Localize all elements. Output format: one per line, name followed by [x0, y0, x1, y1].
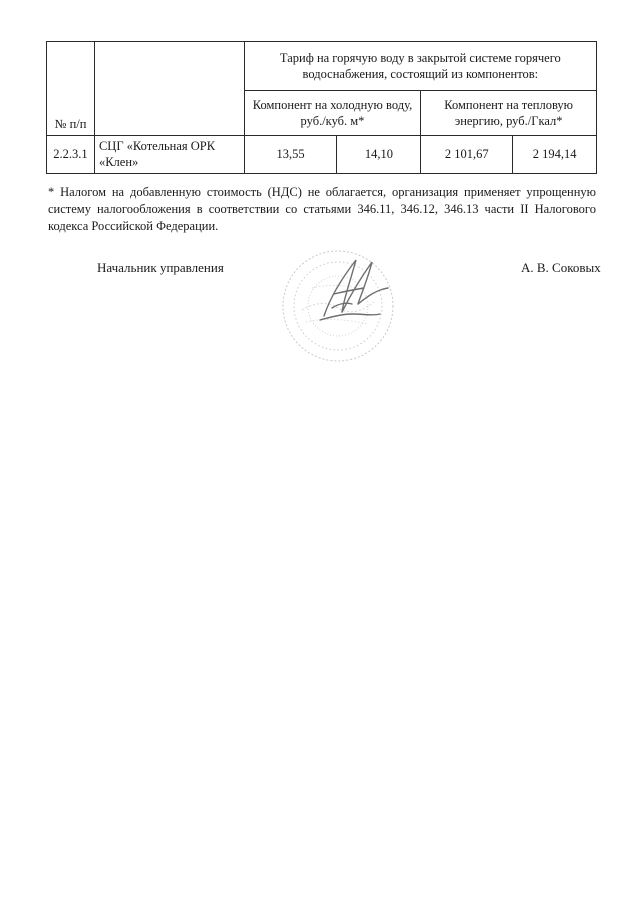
- signature-block: [0, 260, 640, 370]
- row-value-cold-2: 14,10: [337, 136, 421, 174]
- header-num-cell: [47, 42, 95, 136]
- header-tariff-title: Тариф на горячую воду в закрытой системе горячего водоснабжения, состоящий из компонентов:: [244, 42, 596, 91]
- header-cold-water-component: Компонент на холодную воду, руб./куб. м*: [244, 91, 421, 136]
- row-value-heat-1: 2 101,67: [421, 136, 513, 174]
- signer-position: Начальник управления: [97, 260, 224, 275]
- footnote: * Налогом на добавленную стоимость (НДС) не облагается, организация применяет упрощенную систему налогообложения в соответствии со статьями 346.11, 346.12, 346.13 части II Налогового кодекса Российской Федерации.: [48, 185, 596, 233]
- header-num-label: № п/п: [54, 116, 87, 131]
- tariff-table: [46, 41, 597, 174]
- row-value-cold-1: 13,55: [244, 136, 337, 174]
- stamp-signature-icon: [272, 238, 412, 368]
- header-heat-component: Компонент на тепловую энергию, руб./Гкал*: [421, 91, 597, 136]
- table-header-row: [47, 42, 597, 91]
- header-name-cell: [94, 42, 244, 136]
- row-num: 2.2.3.1: [47, 136, 95, 174]
- signer-name: А. В. Соковых: [521, 260, 601, 275]
- table-row: [47, 136, 597, 174]
- row-value-heat-2: 2 194,14: [513, 136, 597, 174]
- row-name: СЦГ «Котельная ОРК «Клен»: [94, 136, 244, 174]
